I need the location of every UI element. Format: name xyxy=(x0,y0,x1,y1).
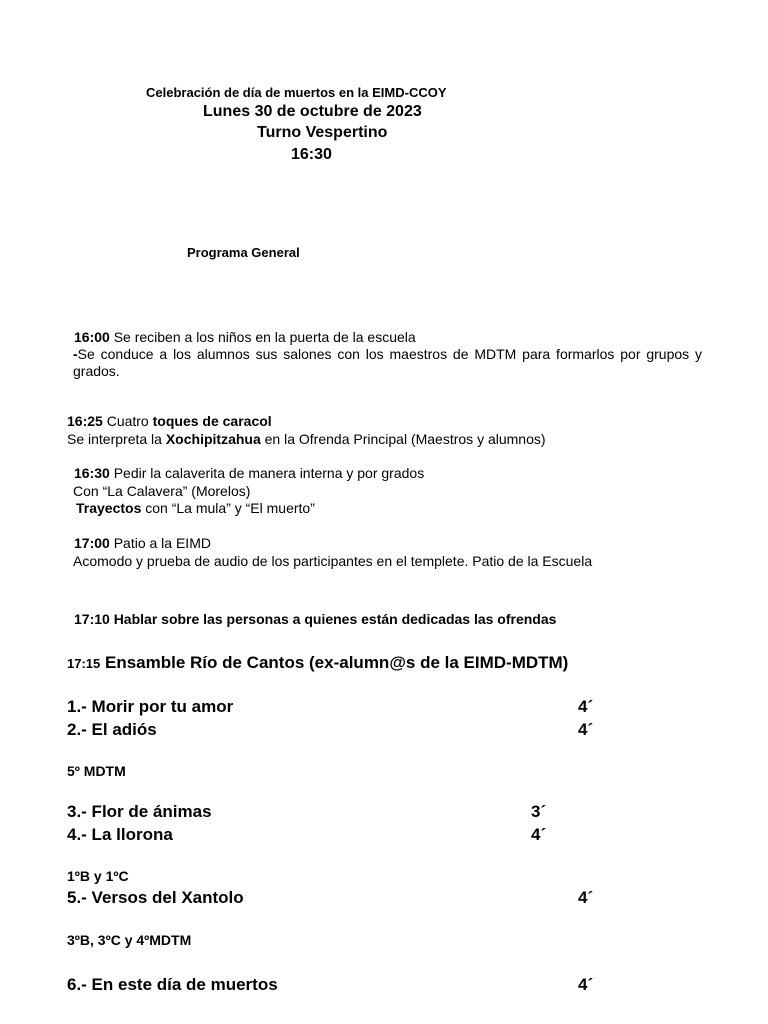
event-time: 16:30 xyxy=(291,146,332,163)
song-duration: 3´ xyxy=(531,802,547,821)
song-duration: 4´ xyxy=(578,720,594,739)
schedule-item-1630 xyxy=(74,465,424,481)
schedule-note-1630-b xyxy=(76,500,315,516)
schedule-highlight: Xochipitzahua xyxy=(165,431,261,447)
song-duration: 4´ xyxy=(578,888,594,907)
schedule-text: Se interpreta la xyxy=(67,431,166,447)
event-date: Lunes 30 de octubre de 2023 xyxy=(203,103,422,120)
schedule-time: 17:15 xyxy=(67,656,101,671)
song-title: 5.- Versos del Xantolo xyxy=(67,888,244,907)
schedule-text: Patio a la EIMD xyxy=(109,535,211,551)
dash: - xyxy=(73,346,78,362)
schedule-text: en la Ofrenda Principal (Maestros y alumnos) xyxy=(260,431,546,447)
schedule-text: Cuatro xyxy=(102,413,153,429)
song-title: 2.- El adiós xyxy=(67,720,157,739)
schedule-item-1710: 17:10 Hablar sobre las personas a quienes están dedicadas las ofrendas xyxy=(74,611,557,627)
song-title: 6.- En este día de muertos xyxy=(67,975,278,994)
song-duration: 4´ xyxy=(578,975,594,994)
program-title: Programa General xyxy=(187,245,300,260)
schedule-time: 17:00 xyxy=(74,535,110,551)
group-label: 3ºB, 3ºC y 4ºMDTM xyxy=(67,932,192,948)
schedule-highlight: toques de caracol xyxy=(152,413,272,429)
schedule-time: 16:00 xyxy=(74,329,110,345)
schedule-text: con “La mula” y “El muerto” xyxy=(141,500,315,516)
group-label: 1ºB y 1ºC xyxy=(67,868,129,884)
schedule-note-1630-a: Con “La Calavera” (Morelos) xyxy=(73,483,251,499)
song-duration: 4´ xyxy=(531,825,547,844)
schedule-note-1700: Acomodo y prueba de audio de los participantes en el templete. Patio de la Escuela xyxy=(73,553,593,569)
song-title: 4.- La llorona xyxy=(67,825,173,844)
schedule-text: Pedir la calaverita de manera interna y por grados xyxy=(109,465,425,481)
schedule-item-1625 xyxy=(67,413,272,429)
group-label: 5º MDTM xyxy=(67,763,126,779)
schedule-note-1600 xyxy=(73,346,702,380)
schedule-time: 16:30 xyxy=(74,465,110,481)
ensemble-title: Ensamble Río de Cantos (ex-alumn@s de la EIMD-MDTM) xyxy=(104,653,569,672)
schedule-item-1715 xyxy=(67,653,568,673)
event-title: Celebración de día de muertos en la EIMD-CCOY xyxy=(146,85,447,100)
song-title: 1.- Morir por tu amor xyxy=(67,697,234,716)
song-title: 3.- Flor de ánimas xyxy=(67,802,212,821)
schedule-note-1625 xyxy=(67,431,546,447)
schedule-time: 16:25 xyxy=(67,413,103,429)
schedule-note-text: Se conduce a los alumnos sus salones con los maestros de MDTM para formarlos por grupos y grados. xyxy=(73,346,702,379)
schedule-highlight: Trayectos xyxy=(76,500,142,516)
schedule-text: Se reciben a los niños en la puerta de la escuela xyxy=(109,329,416,345)
event-shift: Turno Vespertino xyxy=(257,124,388,141)
song-duration: 4´ xyxy=(578,697,594,716)
schedule-item-1600 xyxy=(74,329,416,345)
schedule-item-1700 xyxy=(74,535,211,551)
